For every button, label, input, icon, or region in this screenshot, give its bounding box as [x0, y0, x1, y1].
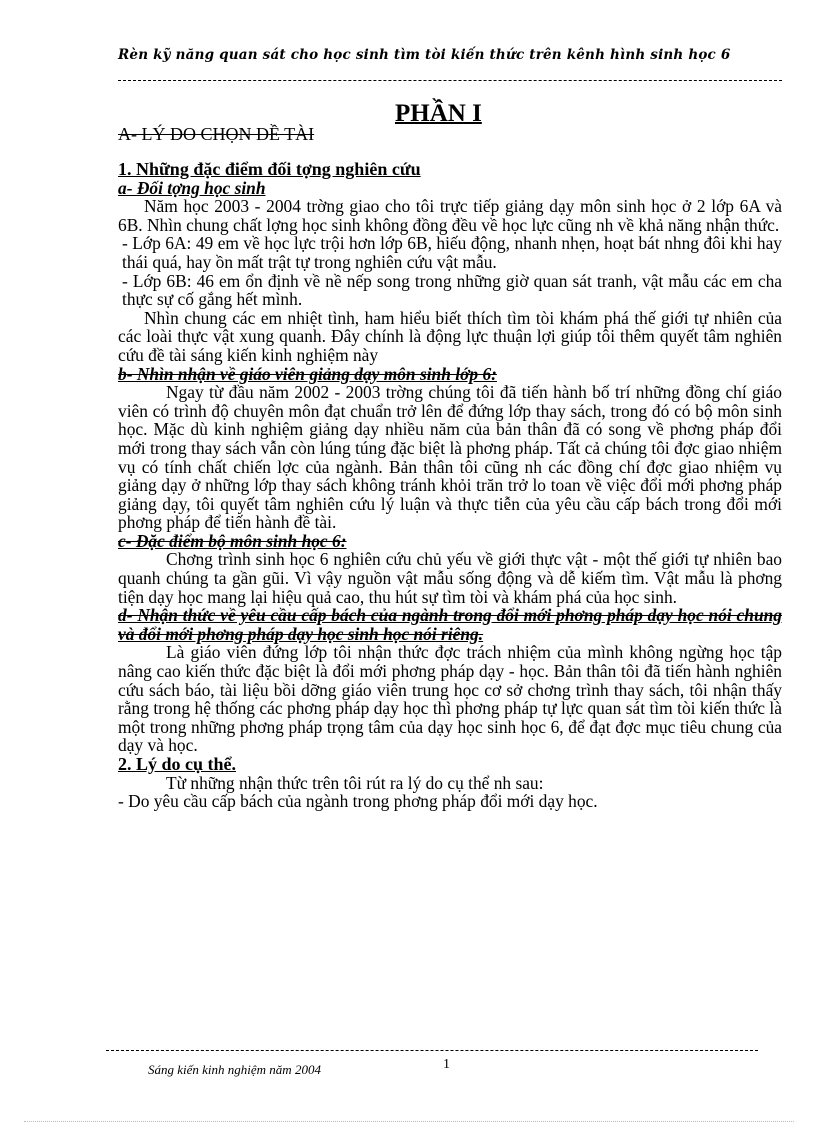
subheading-c: c- Đặc điểm bộ môn sinh học 6: — [118, 530, 347, 551]
section-a-title: A- LÝ DO CHỌN ĐỀ TÀI — [118, 124, 315, 144]
subheading-d: d- Nhận thức về yêu cầu cấp bách của ngành trong đổi mới phơng pháp dạy học nói chung và đổi mới phơng pháp dạy học sinh học nói riêng. — [118, 605, 782, 644]
paragraph-d: Là giáo viên đứng lớp tôi nhận thức đợc trách nhiệm của mình không ngừng học tập nâng cao kiến thức đặc biệt là đổi mới phơng pháp dạy - học. Bản thân tôi đã tiến hành nghiên cứu sách báo, tài liệu bồi dỡng giáo viên trung học cơ sở chơng trình thay sách, tôi nhận thấy rằng trong hệ thống các phơng pháp dạy học thì phơng pháp tự lực quan sát tìm tòi kiến thức là một trong những phơng pháp trọng tâm của dạy học sinh học 6, để đạt đợc mục tiêu chung của dạy và học. — [118, 642, 782, 756]
heading-2: 2. Lý do cụ thể. — [118, 754, 237, 774]
paragraph-a4: Nhìn chung các em nhiệt tình, ham hiểu biết thích tìm tòi khám phá thế giới tự nhiên của các loài thực vật xung quanh. Đây chính là động lực thuận lợi giúp tôi thêm quyết tâm nghiên cứu đề tài sáng kiến kinh nghiệm này — [118, 307, 782, 365]
footer-text: Sáng kiến kinh nghiệm năm 2004 — [148, 1062, 321, 1077]
paragraph-a3: - Lớp 6B: 46 em ổn định về nề nếp song trong những giờ quan sát tranh, vật mẫu các em cha thực sự cố gắng hết mình. — [122, 270, 782, 310]
body-content — [118, 160, 782, 811]
running-header: Rèn kỹ năng quan sát cho học sinh tìm tòi kiến thức trên kênh hình sinh học 6 — [118, 47, 731, 63]
page-edge-line — [24, 1121, 794, 1122]
paragraph-a2: - Lớp 6A: 49 em về học lực trội hơn lớp 6B, hiếu động, nhanh nhẹn, hoạt bát nhng đôi khi hay thái quá, hay ồn mất trật tự trong nghiên cứu vật mẫu. — [122, 233, 782, 272]
paragraph-c: Chơng trình sinh học 6 nghiên cứu chủ yếu về giới thực vật - một thế giới tự nhiên bao quanh chúng ta gần gũi. Vì vậy nguồn vật mẫu sống động và dễ kiếm tìm. Vật mẫu là phơng tiện dạy học mang lại hiệu quả cao, thu hút sự tìm tòi và khám phá của học sinh. — [118, 549, 782, 607]
paragraph-a1: Năm học 2003 - 2004 trờng giao cho tôi trực tiếp giảng dạy môn sinh học ở 2 lớp 6A và 6B. Nhìn chung chất lợng học sinh không đồng đều về học lực cũng nh về khả năng nhận thức. — [118, 196, 782, 235]
page-number: 1 — [443, 1057, 450, 1072]
subheading-b: b- Nhìn nhận về giáo viên giảng dạy môn sinh lớp 6: — [118, 363, 497, 384]
header-divider — [118, 80, 782, 81]
paragraph-b: Ngay từ đầu năm 2002 - 2003 trờng chúng tôi đã tiến hành bố trí những đồng chí giáo viên có trình độ chuyên môn đạt chuẩn trở lên để đứng lớp thay sách, trong đó có bộ môn sinh học. Mặc dù kinh nghiệm giảng dạy nhiều năm của bản thân đã có song về phơng pháp đổi mới trong thay sách vẫn còn lúng túng đặc biệt là phơng pháp. Tất cả chúng tôi đợc giao nhiệm vụ có tính chất chiến lợc của ngành. Bản thân tôi cũng nh các đồng chí đợc giao nhiệm vụ giảng dạy ở những lớp thay sách không tránh khỏi trăn trở lo toan về việc đổi mới phơng pháp giảng dạy, tôi quyết tâm nghiên cứu lý luận và thực tiễn của yêu cầu cấp bách trong đổi mới phơng pháp để tiến hành đề tài. — [118, 382, 782, 533]
paragraph-2b: - Do yêu cầu cấp bách của ngành trong phơng pháp đổi mới dạy học. — [118, 791, 598, 812]
section-title: PHẦN I — [395, 100, 482, 127]
heading-1: 1. Những đặc điểm đối tợng nghiên cứu — [118, 159, 421, 179]
paragraph-2a: Từ những nhận thức trên tôi rút ra lý do cụ thể nh sau: — [166, 772, 544, 793]
footer-divider — [106, 1050, 758, 1051]
subheading-a: a- Đối tợng học sinh — [118, 177, 266, 198]
